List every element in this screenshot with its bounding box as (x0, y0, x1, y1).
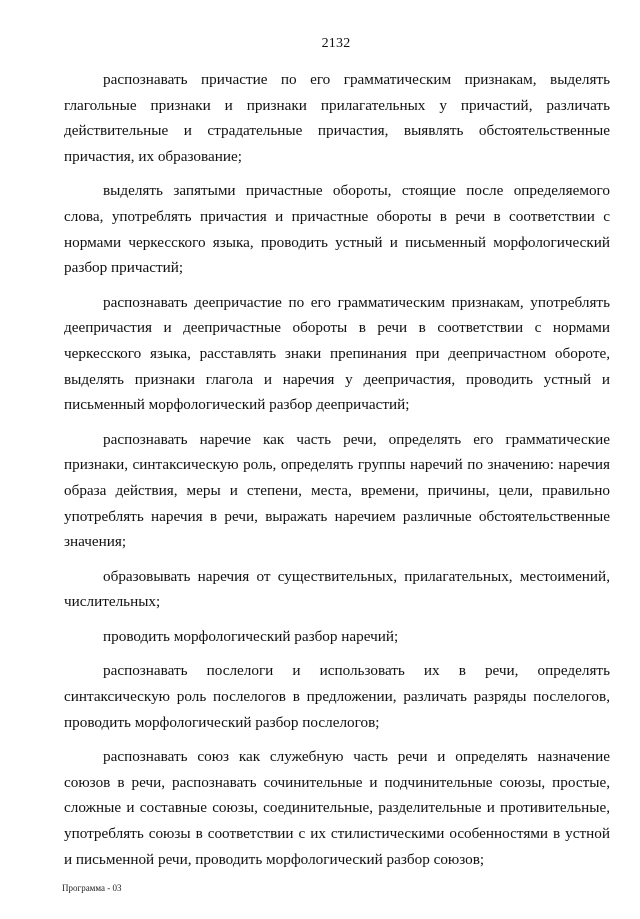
footer-label: Программа - 03 (62, 883, 122, 893)
paragraph: распознавать наречие как часть речи, определять его грамматические признаки, синтаксическую роль, определять группы наречий по значению: наречия образа действия, меры и степени, места, времени, причины, цели, правильно употреблять наречия в речи, выражать наречием различные обстоятельственные значения; (64, 430, 610, 551)
page-number: 2132 (321, 36, 351, 51)
document-body (64, 67, 610, 881)
paragraph: распознавать причастие по его грамматическим признакам, выделять глагольные признаки и признаки прилагательных у причастий, различать действительные и страдательные причастия, выявлять обстоятельственные причастия, их образование; (64, 71, 610, 165)
paragraph: проводить морфологический разбор наречий; (103, 627, 399, 645)
paragraph: распознавать деепричастие по его грамматическим признакам, употреблять деепричастия и деепричастные обороты в речи в соответствии с нормами черкесского языка, расставлять знаки препинания при деепричастном обороте, выделять признаки глагола и наречия у деепричастия, проводить устный и письменный морфологический разбор деепричастий; (64, 293, 610, 414)
paragraph: распознавать послелоги и использовать их в речи, определять синтаксическую роль послелогов в предложении, различать разряды послелогов, проводить морфологический разбор послелогов; (64, 662, 610, 731)
paragraph: образовывать наречия от существительных, прилагательных, местоимений, числительных; (64, 567, 610, 611)
paragraph: выделять запятыми причастные обороты, стоящие после определяемого слова, употреблять причастия и причастные обороты в речи в соответствии с нормами черкесского языка, проводить устный и письменный морфологический разбор причастий; (64, 182, 610, 277)
paragraph: распознавать союз как служебную часть речи и определять назначение союзов в речи, распознавать сочинительные и подчинительные союзы, простые, сложные и составные союзы, соединительные, разделительные и противительные, употреблять союзы в соответствии с их стилистическими особенностями в устной и письменной речи, проводить морфологический разбор союзов; (64, 748, 610, 868)
